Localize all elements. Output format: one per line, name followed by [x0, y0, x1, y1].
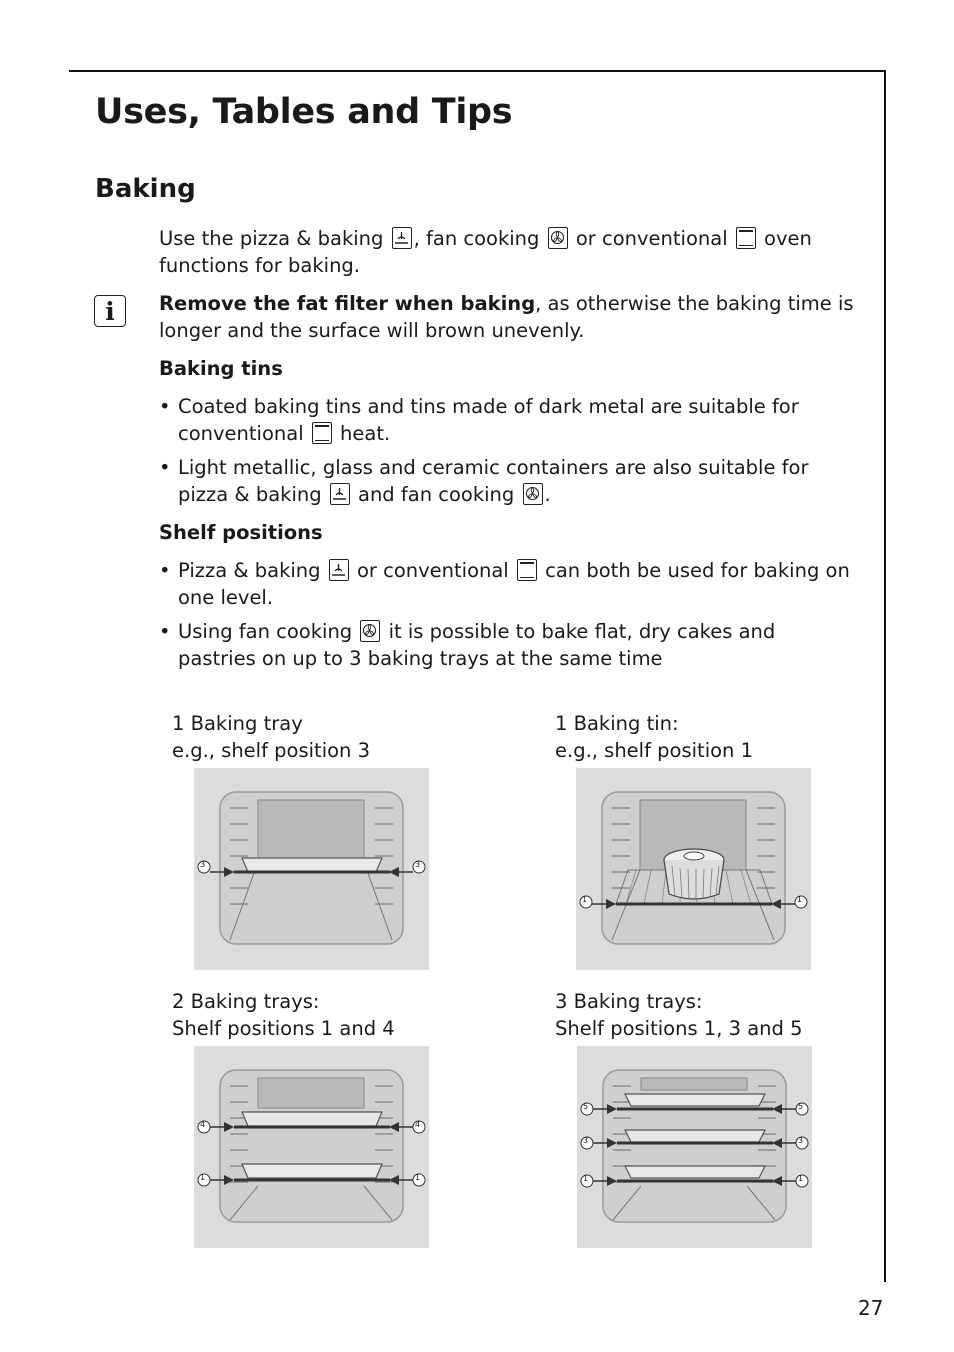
- oven-figure-2: [576, 768, 811, 970]
- note-paragraph: [159, 290, 859, 344]
- caption-line: 2 Baking trays:: [172, 990, 320, 1013]
- figure-3-caption: [172, 988, 395, 1042]
- level-label: 1: [798, 1174, 804, 1183]
- oven-figure-1: [194, 768, 429, 970]
- intro-text-3: or conventional: [575, 227, 728, 250]
- right-rule: [884, 70, 886, 1282]
- shelf-positions-heading: Shelf positions: [159, 521, 323, 544]
- note-bold: Remove the fat filter when baking: [159, 292, 536, 315]
- fan-cooking-icon: [523, 483, 543, 505]
- baking-tins-bullet-1: • Coated baking tins and tins made of dark metal are suitable for conventional heat.: [159, 395, 799, 445]
- intro-text-1: Use the pizza & baking: [159, 227, 384, 250]
- bullet-text: heat.: [340, 422, 391, 445]
- oven-illustration: [194, 1046, 429, 1248]
- figure-4-caption: [555, 988, 803, 1042]
- section-title: Baking: [95, 174, 196, 204]
- page-number: 27: [858, 1296, 884, 1320]
- bullet-text: Coated baking tins and tins made of dark metal are suitable for conventional: [178, 395, 799, 445]
- bullet-text: or conventional: [356, 559, 509, 582]
- info-icon: i: [94, 295, 126, 327]
- page-title: Uses, Tables and Tips: [95, 92, 513, 132]
- baking-tins-heading: Baking tins: [159, 357, 283, 380]
- pizza-baking-icon: [330, 483, 350, 505]
- level-label: 4: [415, 1120, 421, 1129]
- oven-illustration: [194, 768, 429, 970]
- caption-line: e.g., shelf position 3: [172, 739, 371, 762]
- level-label: 4: [200, 1120, 206, 1129]
- shelf-positions-bullet-1: • Pizza & baking or conventional can both be used for baking on one level.: [159, 559, 850, 609]
- bullet-text: Pizza & baking: [178, 559, 321, 582]
- bullet-text: .: [544, 483, 551, 506]
- intro-text-2: , fan cooking: [413, 227, 540, 250]
- oven-illustration: [577, 1046, 812, 1248]
- baking-tins-bullet-2: • Light metallic, glass and ceramic containers are also suitable for pizza & baking and fan cooking .: [159, 456, 809, 506]
- oven-figure-4: [577, 1046, 812, 1248]
- fan-cooking-icon: [548, 227, 568, 249]
- pizza-baking-icon: [329, 559, 349, 581]
- level-label: 3: [798, 1136, 804, 1145]
- figure-2-caption: [555, 710, 753, 764]
- level-label: 5: [798, 1102, 804, 1111]
- level-label: 3: [583, 1136, 589, 1145]
- level-label: 1: [582, 895, 588, 904]
- level-label: 5: [583, 1102, 589, 1111]
- caption-line: e.g., shelf position 1: [555, 739, 754, 762]
- intro-paragraph: [159, 225, 859, 279]
- intro-text-4: oven functions for baking.: [159, 227, 812, 277]
- note-rest: , as otherwise the baking time is longer and the surface will brown unevenly.: [159, 292, 854, 342]
- conventional-heat-icon: [736, 227, 756, 249]
- conventional-heat-icon: [312, 422, 332, 444]
- top-rule: [69, 70, 886, 72]
- pizza-baking-icon: [392, 227, 412, 249]
- level-label: 1: [200, 1173, 206, 1182]
- oven-illustration: [576, 768, 811, 970]
- figure-1-caption: [172, 710, 370, 764]
- level-label: 3: [415, 860, 421, 869]
- shelf-positions-bullet-2: • Using fan cooking it is possible to bake flat, dry cakes and pastries on up to 3 baking trays at the same time: [159, 620, 776, 670]
- bullet-text: it is possible to bake flat, dry cakes and pastries on up to 3 baking trays at the same time: [178, 620, 776, 670]
- conventional-heat-icon: [517, 559, 537, 581]
- bullet-text: Using fan cooking: [178, 620, 353, 643]
- bullet-text: and fan cooking: [358, 483, 515, 506]
- level-label: 1: [583, 1174, 589, 1183]
- level-label: 1: [797, 895, 803, 904]
- caption-line: 1 Baking tray: [172, 712, 303, 735]
- level-label: 1: [415, 1173, 421, 1182]
- caption-line: Shelf positions 1 and 4: [172, 1017, 395, 1040]
- caption-line: 1 Baking tin:: [555, 712, 679, 735]
- caption-line: Shelf positions 1, 3 and 5: [555, 1017, 803, 1040]
- bullet-text: Light metallic, glass and ceramic containers are also suitable for pizza & baking: [178, 456, 809, 506]
- fan-cooking-icon: [360, 620, 380, 642]
- oven-figure-3: [194, 1046, 429, 1248]
- bullet-text: can both be used for baking on one level.: [178, 559, 850, 609]
- caption-line: 3 Baking trays:: [555, 990, 703, 1013]
- level-label: 3: [200, 860, 206, 869]
